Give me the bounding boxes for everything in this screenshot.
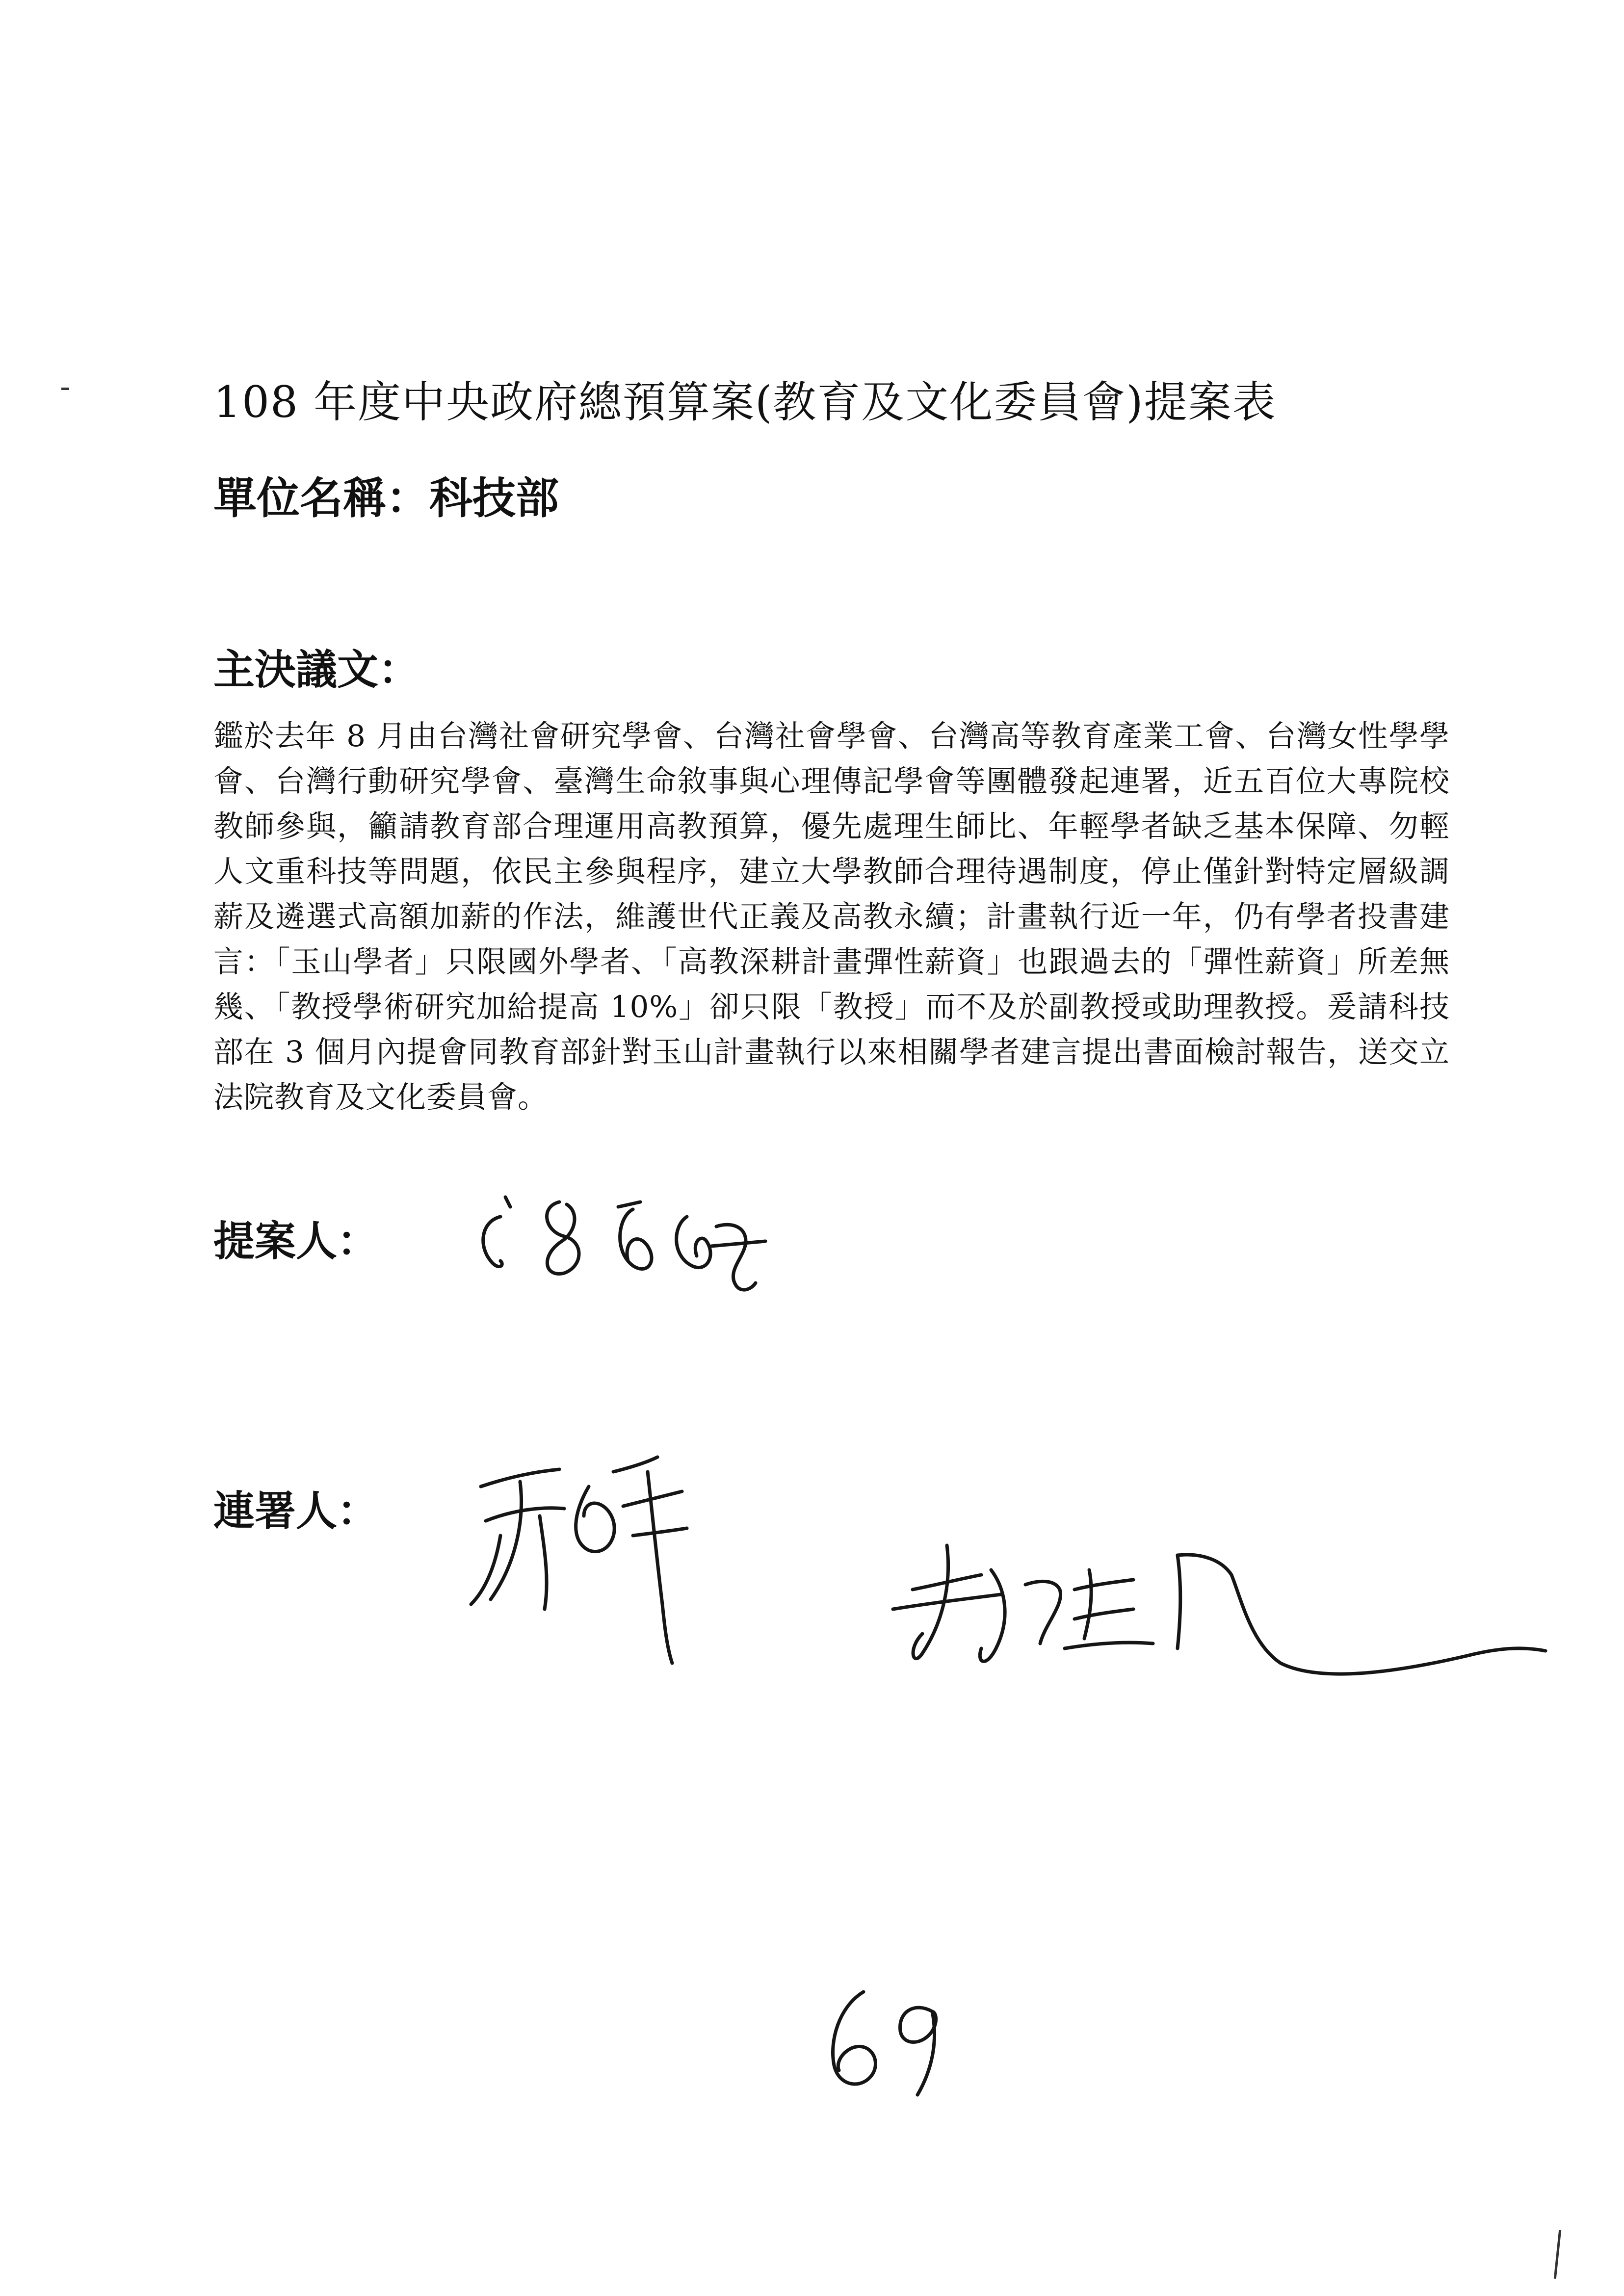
document-title: 108 年度中央政府總預算案(教育及文化委員會)提案表 bbox=[213, 377, 1277, 427]
motion-heading: 主決議文： bbox=[213, 645, 420, 694]
unit-name: 單位名稱：科技部 bbox=[213, 472, 559, 523]
scan-artifact-line bbox=[1554, 2230, 1561, 2279]
cosigner-signature-2 bbox=[878, 1526, 1565, 1712]
motion-text: 鑑於去年 8 月由台灣社會研究學會、台灣社會學會、台灣高等教育產業工會、台灣女性學學會、台灣行動研究學會、臺灣生命敘事與心理傳記學會等團體發起連署，近五百位大專院校教師參與，籲請教育部合理運用高教預算，優先處理生師比、年輕學者缺乏基本保障、勿輕人文重科技等問題，依民主參與程序，建立大學教師合理待遇制度，停止僅針對特定層級調薪及遴選式高額加薪的作法，維護世代正義及高教永續；計畫執行近一年，仍有學者投書建言：「玉山學者」只限國外學者、「高教深耕計畫彈性薪資」也跟過去的「彈性薪資」所差無幾、「教授學術研究加給提高 10%」卻只限「教授」而不及於副教授或助理教授。爰請科技部在 3 個月內提會同教育部針對玉山計畫執行以來相關學者建言提出書面檢討報告，送交立法院教育及文化委員會。 bbox=[213, 719, 1450, 1115]
page-number-handwritten bbox=[810, 1982, 967, 2110]
cosigner-label: 連署人： bbox=[213, 1487, 379, 1535]
page-number-text: 69 bbox=[888, 2042, 894, 2047]
scan-artifact-dash bbox=[61, 388, 69, 390]
proposer-label: 提案人： bbox=[213, 1217, 379, 1265]
proposer-signature bbox=[471, 1187, 805, 1315]
cosigner-signature-1 bbox=[427, 1442, 731, 1688]
